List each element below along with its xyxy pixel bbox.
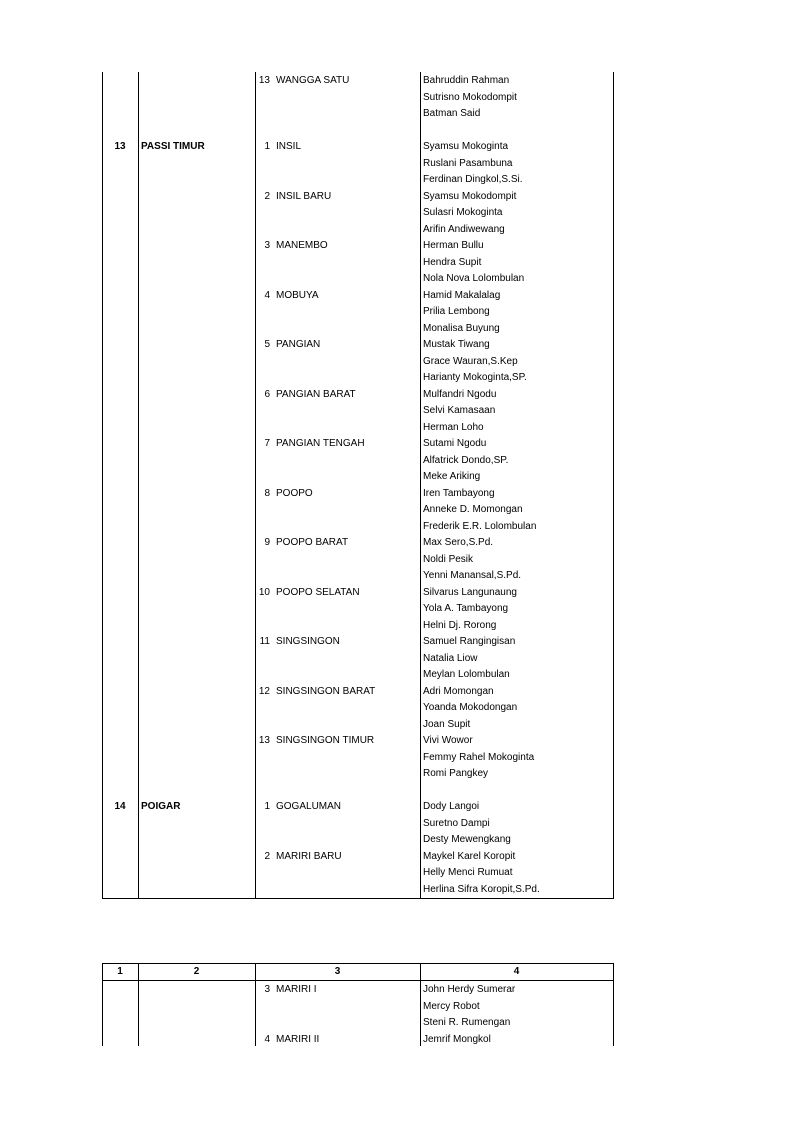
member-name: Mustak Tiwang: [423, 339, 490, 350]
member-name: Jemrif Mongkol: [423, 1033, 491, 1045]
village-number: 5: [264, 339, 270, 350]
village-number: 1: [264, 801, 270, 812]
member-name: Romi Pangkey: [423, 768, 489, 779]
kecamatan-name: POIGAR: [141, 801, 181, 812]
member-name: Meke Ariking: [423, 471, 481, 482]
village-number: 3: [264, 984, 270, 995]
member-name: Dody Langoi: [423, 801, 480, 812]
member-name: Samuel Rangingisan: [423, 636, 516, 647]
village-number: 2: [264, 850, 270, 862]
village-name: SINGSINGON TIMUR: [276, 735, 375, 746]
village-number: 1: [264, 141, 270, 152]
table-bottom-border: [102, 898, 614, 899]
member-name: Natalia Liow: [423, 652, 478, 664]
member-name: Iren Tambayong: [423, 487, 495, 499]
member-name: Arifin Andiwewang: [423, 223, 505, 235]
member-name: Mulfandri Ngodu: [423, 388, 497, 400]
village-name: MARIRI I: [276, 984, 317, 995]
member-name: Steni R. Rumengan: [423, 1017, 511, 1028]
member-name: Prilia Lembong: [423, 306, 490, 317]
kecamatan-name: PASSI TIMUR: [141, 141, 205, 152]
member-name: John Herdy Sumerar: [423, 984, 516, 995]
member-name: Helly Menci Rumuat: [423, 867, 513, 878]
village-number: 10: [258, 586, 270, 598]
village-number: 13: [258, 75, 270, 86]
header-top-border: [102, 963, 614, 964]
member-name: Anneke D. Momongan: [423, 504, 523, 515]
village-name: MOBUYA: [276, 289, 319, 301]
village-name: WANGGA SATU: [276, 75, 350, 86]
member-name: Suretno Dampi: [423, 817, 490, 829]
member-name: Batman Said: [423, 108, 481, 119]
village-number: 7: [264, 438, 270, 449]
member-name: Herman Bullu: [423, 240, 484, 251]
member-name: Helni Dj. Rorong: [423, 619, 497, 631]
village-number: 4: [264, 1033, 270, 1045]
member-name: Maykel Karel Koropit: [423, 850, 516, 862]
column-border: [420, 72, 421, 898]
village-number: 4: [264, 289, 270, 301]
village-name: SINGSINGON BARAT: [276, 685, 376, 697]
member-name: Hendra Supit: [423, 256, 482, 268]
village-name: POOPO SELATAN: [276, 586, 360, 598]
village-name: PANGIAN: [276, 339, 321, 350]
member-name: Silvarus Langunaung: [423, 586, 517, 598]
member-name: Mercy Robot: [423, 1000, 480, 1012]
village-name: PANGIAN TENGAH: [276, 438, 365, 449]
village-name: PANGIAN BARAT: [276, 388, 356, 400]
village-number: 6: [264, 388, 270, 400]
column-header: 1: [117, 966, 123, 977]
member-name: Grace Wauran,S.Kep: [423, 355, 518, 367]
column-border: [613, 963, 614, 1046]
village-name: MARIRI BARU: [276, 850, 342, 862]
member-name: Hamid Makalalag: [423, 289, 501, 301]
village-name: MANEMBO: [276, 240, 328, 251]
member-name: Harianty Mokoginta,SP.: [423, 372, 527, 383]
member-name: Femmy Rahel Mokoginta: [423, 751, 535, 763]
village-name: POOPO: [276, 487, 313, 499]
village-name: GOGALUMAN: [276, 801, 342, 812]
header-bottom-border: [102, 980, 614, 981]
column-header: 3: [334, 966, 341, 977]
village-number: 11: [259, 636, 270, 647]
member-name: Yola A. Tambayong: [423, 603, 509, 614]
member-name: Max Sero,S.Pd.: [423, 537, 494, 548]
member-name: Yoanda Mokodongan: [423, 702, 518, 713]
member-name: Frederik E.R. Lolombulan: [423, 520, 537, 532]
column-header: 4: [513, 966, 520, 977]
member-name: Monalisa Buyung: [423, 322, 500, 334]
column-header: 2: [193, 966, 200, 977]
member-name: Nola Nova Lolombulan: [423, 273, 525, 284]
village-name: POOPO BARAT: [276, 537, 349, 548]
member-name: Ruslani Pasambuna: [423, 157, 513, 169]
member-name: Alfatrick Dondo,SP.: [423, 454, 509, 466]
village-name: INSIL BARU: [276, 190, 332, 202]
village-number: 2: [264, 190, 270, 202]
member-name: Sutrisno Mokodompit: [423, 91, 517, 103]
village-number: 9: [264, 537, 270, 548]
member-name: Yenni Manansal,S.Pd.: [423, 570, 522, 581]
member-name: Bahruddin Rahman: [423, 75, 510, 86]
member-name: Syamsu Mokoginta: [423, 141, 509, 152]
member-name: Syamsu Mokodompit: [423, 190, 517, 202]
member-name: Desty Mewengkang: [423, 834, 511, 845]
member-name: Joan Supit: [423, 718, 471, 730]
village-name: SINGSINGON: [276, 636, 340, 647]
kecamatan-number: 13: [114, 141, 126, 152]
member-name: Ferdinan Dingkol,S.Si.: [423, 174, 523, 185]
village-name: INSIL: [276, 141, 302, 152]
column-border: [138, 72, 139, 898]
member-name: Meylan Lolombulan: [423, 669, 510, 680]
village-number: 12: [258, 685, 270, 697]
village-name: MARIRI II: [276, 1033, 320, 1045]
kecamatan-number: 14: [114, 801, 126, 812]
member-name: Herlina Sifra Koropit,S.Pd.: [423, 883, 540, 895]
village-number: 13: [258, 735, 270, 746]
column-border: [102, 72, 103, 898]
member-name: Noldi Pesik: [423, 553, 474, 565]
member-name: Herman Loho: [423, 421, 484, 433]
village-number: 3: [264, 240, 270, 251]
column-border: [613, 72, 614, 898]
member-name: Vivi Wowor: [423, 735, 473, 746]
member-name: Sutami Ngodu: [423, 438, 487, 449]
member-name: Sulasri Mokoginta: [423, 207, 503, 218]
member-name: Adri Momongan: [423, 685, 494, 697]
member-name: Selvi Kamasaan: [423, 405, 496, 416]
village-number: 8: [264, 487, 270, 499]
